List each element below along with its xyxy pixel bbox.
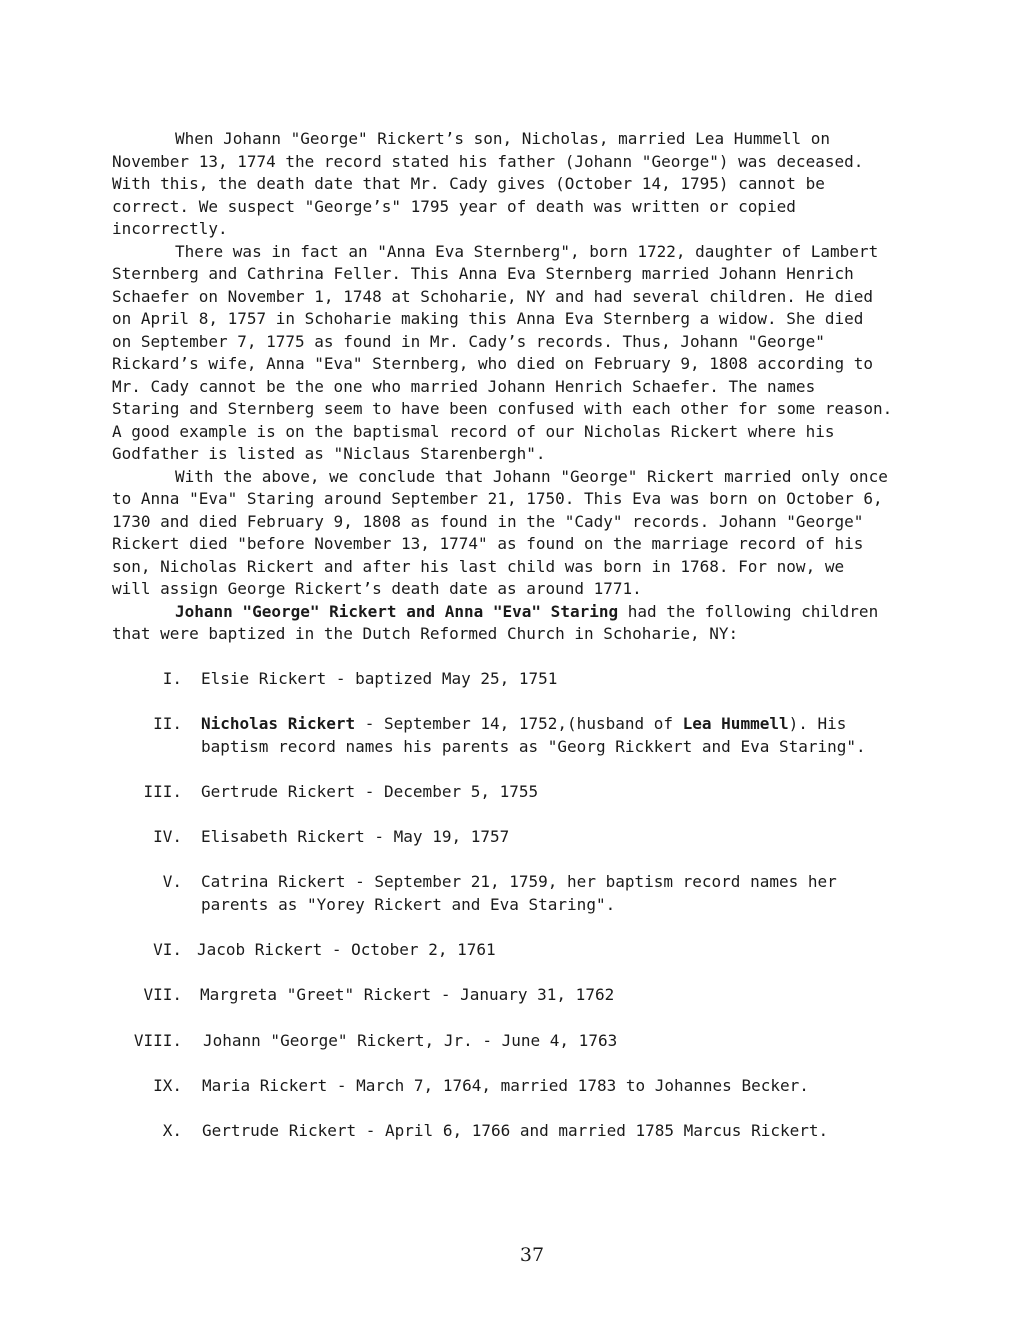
list-item-text: Elisabeth Rickert - May 19, 1757 (201, 827, 510, 846)
list-item (112, 871, 952, 916)
child-name-bold: Nicholas Rickert (201, 714, 356, 733)
list-item (112, 668, 557, 691)
list-item-text: Gertrude Rickert - April 6, 1766 and married 1785 Marcus Rickert. (202, 1121, 829, 1140)
list-numeral: VIII. (133, 1031, 182, 1050)
page-number: 37 (519, 1244, 545, 1266)
list-item (112, 939, 496, 962)
list-item (112, 826, 509, 849)
list-item-text: Jacob Rickert - October 2, 1761 (197, 940, 496, 959)
paragraph-conclusion: With the above, we conclude that Johann "George" Rickert married only once to Anna "Eva" Staring around September 21, 1750. This Eva was born on October 6, 1730 and died February 9, 1808 as found in the "Cady" records. Johann "George" Rickert died "before November 13, 1774" as found on the marriage record of his son, Nicholas Rickert and after his last child was born in 1768. For now, we will assign George Rickert’s death date as around 1771. (112, 466, 888, 598)
list-numeral: V. (162, 872, 182, 891)
list-numeral: III. (143, 782, 182, 801)
children-intro-text: had the following children that were baptized in the Dutch Reformed Church in Schoharie, NY: (112, 601, 879, 643)
list-item-text: Gertrude Rickert - December 5, 1755 (201, 782, 539, 801)
spouse-name-bold: Lea Hummell (682, 714, 789, 733)
list-item (112, 781, 538, 804)
list-numeral: VI. (153, 940, 182, 959)
paragraph-sternberg: There was in fact an "Anna Eva Sternberg", born 1722, daughter of Lambert Sternberg and Cathrina Feller. This Anna Eva Sternberg married Johann Henrich Schaefer on November 1, 1748 at Schoharie, NY and had several children. He died on April 8, 1757 in Schoharie making this Anna Eva Sternberg a widow. She died on September 7, 1775 as found in Mr. Cady’s records. Thus, Johann "George" Rickard’s wife, Anna "Eva" Sternberg, who died on February 9, 1808 according to Mr. Cady cannot be the one who married Johann Henrich Schaefer. The names Staring and Sternberg seem to have been confused with each other for some reason. A good example is on the baptismal record of our Nicholas Rickert where his Godfather is listed as "Niclaus Starenbergh". (112, 241, 893, 463)
paragraph-children-intro (112, 601, 948, 646)
list-item (112, 1075, 809, 1098)
list-item-text: Johann "George" Rickert, Jr. - June 4, 1763 (203, 1031, 618, 1050)
list-numeral: I. (162, 669, 182, 688)
list-item-text (201, 713, 952, 758)
list-item (112, 713, 952, 758)
list-item (112, 984, 614, 1007)
list-item-text: Maria Rickert - March 7, 1764, married 1783 to Johannes Becker. (202, 1076, 809, 1095)
list-numeral: II. (153, 714, 182, 733)
list-numeral: X. (162, 1121, 182, 1140)
list-item-text: Elsie Rickert - baptized May 25, 1751 (201, 669, 558, 688)
child-detail: - September 14, 1752,(husband of (355, 714, 683, 733)
document-body (112, 128, 948, 1140)
parents-names: Johann "George" Rickert and Anna "Eva" Staring (175, 601, 619, 621)
paragraph-death-date: When Johann "George" Rickert’s son, Nicholas, married Lea Hummell on November 13, 1774 the record stated his father (Johann "George") was deceased. With this, the death date that Mr. Cady gives (October 14, 1795) cannot be correct. We suspect "George’s" 1795 year of death was written or copied incorrectly. (112, 129, 864, 238)
list-numeral: IV. (153, 827, 182, 846)
list-numeral: IX. (153, 1076, 182, 1095)
list-item-text: Margreta "Greet" Rickert - January 31, 1762 (200, 985, 615, 1004)
list-item-text: Catrina Rickert - September 21, 1759, her baptism record names her parents as "Yorey Rickert and Eva Staring". (201, 872, 837, 914)
list-item (112, 1120, 828, 1143)
list-item (112, 1030, 617, 1053)
child-detail-continued: ). His baptism record names his parents as "Georg Rickkert and Eva Staring". (201, 714, 866, 756)
list-numeral: VII. (143, 985, 182, 1004)
